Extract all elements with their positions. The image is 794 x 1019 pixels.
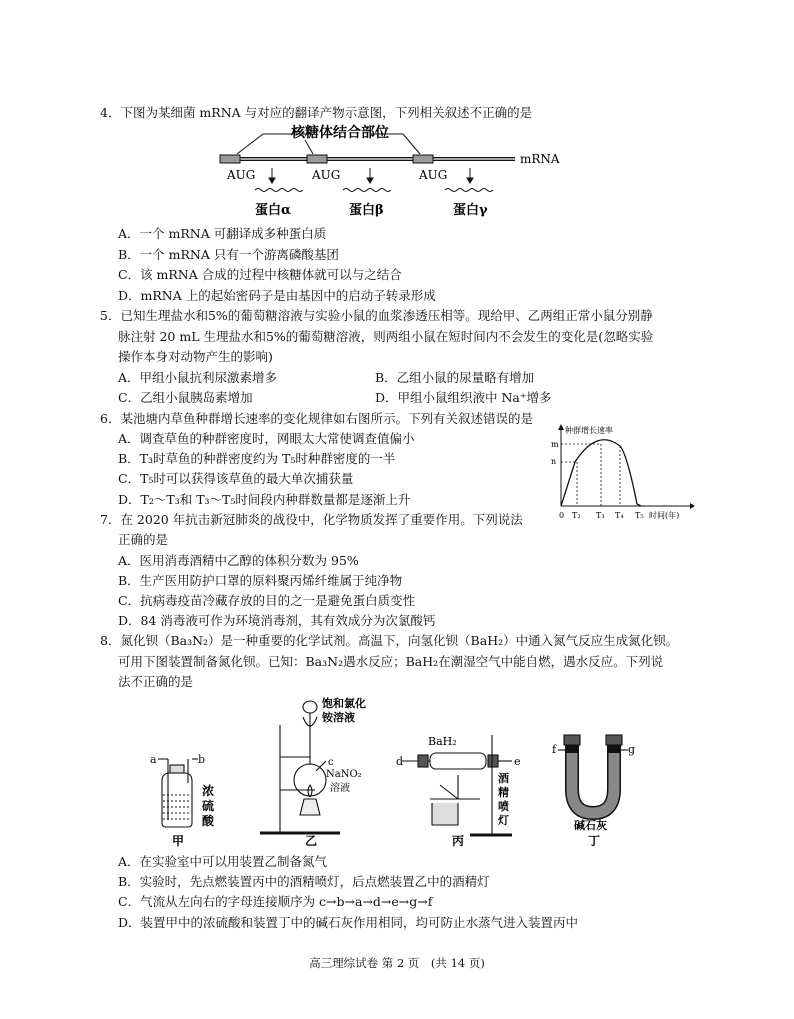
graph-tick-t4: T₄	[615, 511, 624, 520]
q8-option-c: C．气流从左向右的字母连接顺序为 c→b→a→d→e→g→f	[118, 894, 433, 909]
q5-option-c: C．乙组小鼠胰岛素增加	[118, 390, 253, 405]
protein-beta: 蛋白β	[349, 203, 384, 218]
bing-reagent: BaH₂	[428, 735, 457, 748]
port-b: b	[198, 753, 206, 766]
jia-reagent-1: 浓	[202, 784, 215, 798]
graph-tick-m: m	[551, 440, 559, 449]
bing-label: 丙	[452, 834, 465, 848]
ding-reagent: 碱石灰	[574, 819, 607, 832]
bing-lamp-2: 精	[498, 786, 509, 799]
q8-stem-line1: 8．氮化钡（Ba₃N₂）是一种重要的化学试剂。高温下，向氢化钡（BaH₂）中通入氮气反应生成氮化钡。	[100, 633, 679, 648]
q4-stem: 4．下图为某细菌 mRNA 与对应的翻译产物示意图，下列相关叙述不正确的是	[100, 105, 533, 120]
port-g: g	[628, 743, 636, 756]
graph-tick-0: 0	[559, 511, 565, 520]
protein-gamma: 蛋白γ	[453, 203, 488, 218]
q4-option-a: A．一个 mRNA 可翻译成多种蛋白质	[118, 226, 327, 241]
yi-reagent-top-2: 铵溶液	[322, 711, 355, 724]
q5-option-b: B．乙组小鼠的尿量略有增加	[375, 370, 535, 385]
port-c: c	[328, 757, 334, 768]
q6-option-d: D．T₂～T₃和 T₃～T₅时间段内种群数量都是逐渐上升	[118, 492, 411, 507]
q8-option-b: B．实验时，先点燃装置丙中的酒精喷灯，后点燃装置乙中的酒精灯	[118, 874, 490, 889]
aug-2: AUG	[312, 168, 341, 182]
graph-tick-t5: T₅	[635, 511, 644, 520]
graph-tick-t2: T₂	[572, 511, 581, 520]
yi-reagent-bottom-2: 溶液	[330, 783, 350, 794]
page-footer: 高三理综试卷 第 2 页 (共 14 页)	[309, 956, 485, 970]
graph-tick-n: n	[551, 457, 557, 466]
ding-label: 丁	[588, 834, 601, 848]
aug-1: AUG	[227, 168, 256, 182]
yi-label: 乙	[305, 834, 318, 848]
graph-ylabel: 种群增长速率	[565, 426, 613, 435]
jia-label: 甲	[172, 834, 185, 848]
bing-lamp-1: 酒	[498, 772, 509, 785]
q8-apparatus-figure	[140, 695, 660, 850]
mrna-label: mRNA	[520, 152, 560, 166]
port-e: e	[514, 755, 521, 768]
graph-tick-t3: T₃	[596, 511, 605, 520]
protein-alpha: 蛋白α	[255, 203, 292, 218]
port-f: f	[552, 743, 557, 756]
q8-option-a: A．在实验室中可以用装置乙制备氮气	[118, 854, 328, 869]
q5-stem-line1: 5．已知生理盐水和5%的葡萄糖溶液与实验小鼠的血浆渗透压相等。现给甲、乙两组正常小鼠分别静	[100, 308, 653, 323]
q5-option-a: A．甲组小鼠抗利尿激素增多	[118, 370, 278, 385]
apparatus-jia	[150, 753, 205, 827]
q6-stem: 6．某池塘内草鱼种群增长速率的变化规律如右图所示。下列有关叙述错误的是	[100, 411, 533, 426]
q8-stem-line2: 可用下图装置制备氮化钡。已知：Ba₃N₂遇水反应；BaH₂在潮湿空气中能自燃，遇水反应。下列说	[118, 654, 664, 669]
q4-option-d: D．mRNA 上的起始密码子是由基因中的启动子转录形成	[118, 288, 436, 303]
q4-mrna-figure	[215, 122, 575, 222]
q5-option-d: D．甲组小鼠组织液中 Na⁺增多	[375, 390, 552, 405]
q5-stem-line2: 脉注射 20 mL 生理盐水和5%的葡萄糖溶液，则两组小鼠在短时间内不会发生的变化是(忽略实验	[118, 329, 654, 344]
q7-stem-line1: 7．在 2020 年抗击新冠肺炎的战役中，化学物质发挥了重要作用。下列说法	[100, 512, 523, 527]
q7-option-d: D．84 消毒液可作为环境消毒剂，其有效成分为次氯酸钙	[118, 613, 436, 628]
aug-3: AUG	[419, 168, 448, 182]
q8-stem-line3: 法不正确的是	[118, 674, 194, 689]
graph-xlabel: 时间(年)	[649, 511, 680, 520]
q6-option-b: B．T₃时草鱼的种群密度约为 T₅时种群密度的一半	[118, 451, 396, 466]
port-d: d	[396, 755, 404, 768]
ribosome-site-label: 核糖体结合部位	[291, 125, 389, 141]
q7-option-a: A．医用消毒酒精中乙醇的体积分数为 95%	[118, 553, 359, 568]
q7-option-b: B．生产医用防护口罩的原料聚丙烯纤维属于纯净物	[118, 573, 403, 588]
q7-stem-line2: 正确的是	[118, 532, 169, 547]
bing-lamp-3: 喷	[498, 800, 509, 813]
q6-option-a: A．调查草鱼的种群密度时，网眼太大常使调查值偏小	[118, 431, 415, 446]
q5-stem-line3: 操作本身对动物产生的影响)	[118, 349, 273, 364]
q8-option-d: D．装置甲中的浓硫酸和装置丁中的碱石灰作用相同，均可防止水蒸气进入装置丙中	[118, 915, 579, 930]
jia-reagent-3: 酸	[202, 814, 215, 828]
q4-option-c: C．该 mRNA 合成的过程中核糖体就可以与之结合	[118, 267, 402, 282]
yi-reagent-bottom-1: NaNO₂	[326, 769, 362, 780]
apparatus-bing	[402, 735, 512, 835]
q6-option-c: C．T₅时可以获得该草鱼的最大单次捕获量	[118, 471, 354, 486]
yi-reagent-top-1: 饱和氯化	[322, 697, 366, 710]
q4-option-b: B．一个 mRNA 只有一个游离磷酸基团	[118, 247, 339, 262]
q7-option-c: C．抗病毒疫苗冷藏存放的目的之一是避免蛋白质变性	[118, 593, 416, 608]
apparatus-ding	[558, 735, 628, 813]
jia-reagent-2: 硫	[202, 799, 215, 813]
bing-lamp-4: 灯	[498, 814, 509, 827]
q6-growth-rate-graph	[545, 422, 695, 522]
port-a: a	[150, 753, 157, 766]
